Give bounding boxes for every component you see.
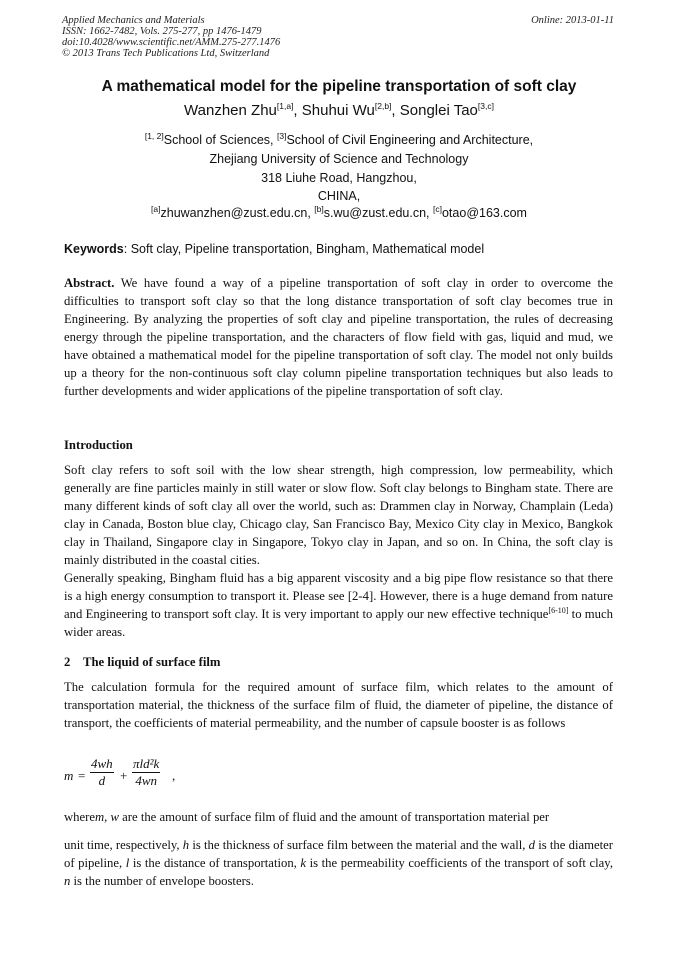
fraction-denominator: d — [90, 772, 114, 789]
variable: d — [528, 838, 535, 852]
formula-fraction — [90, 756, 114, 789]
abstract-label: Abstract. — [64, 276, 115, 290]
affiliation-mark: [1, 2] — [144, 130, 164, 141]
author-list: Wanzhen Zhu[1,a], Shuhui Wu[2,b], Songlei Tao[3,c] — [184, 101, 494, 119]
author-emails: [a]zhuwanzhen@zust.edu.cn, [b]s.wu@zust.edu.cn, [c]otao@163.com — [151, 203, 527, 220]
email-link[interactable]: zhuwanzhen@zust.edu.cn — [160, 206, 308, 220]
paragraph-text: is the number of envelope boosters. — [70, 874, 254, 888]
journal-doi: doi:10.4028/www.scientific.net/AMM.275-277.1476 — [62, 37, 281, 48]
affiliation-schools — [0, 131, 678, 150]
section-heading: 2 The liquid of surface film — [64, 655, 221, 669]
section-paragraph: The calculation formula for the required amount of surface film, which relates to the amount of transportation material, the thickness of the surface film of fluid, the diameter of pipeline, the distance of transport, the coefficients of material permeability, and the number of capsule booster is as follows — [64, 680, 613, 730]
paragraph-text: , — [104, 810, 111, 824]
email-mark: [b] — [314, 203, 324, 214]
paragraph-text: Generally speaking, Bingham fluid has a big apparent viscosity and a big pipe flow resistance so that there is a high energy consumption to transport it. Please see [2-4]. However, there is a huge demand from nature and Engineering to transport soft clay. It is very important to apply our new effective technique — [64, 571, 613, 621]
paragraph-text: to much wider areas. — [64, 607, 613, 639]
variable: m — [95, 810, 105, 824]
variable: n — [64, 874, 71, 888]
affiliation-address: 318 Liuhe Road, Hangzhou, — [261, 171, 417, 185]
email-mark: [a] — [151, 203, 161, 214]
variable: l — [125, 856, 130, 870]
paragraph-text: is the distance of transportation, — [129, 856, 301, 870]
journal-name: Applied Mechanics and Materials — [62, 15, 205, 26]
formula-end: , — [172, 768, 176, 783]
paragraph-text: unit time, respectively, — [64, 838, 183, 852]
paragraph-text: where — [64, 810, 95, 824]
formula-plus: + — [120, 768, 128, 783]
email-link[interactable]: s.wu@zust.edu.cn — [323, 206, 427, 220]
author-mark: [1,a] — [276, 101, 294, 111]
affiliation-country: CHINA, — [317, 189, 361, 203]
affiliation-mark: [3] — [277, 130, 287, 141]
email-link[interactable]: otao@163.com — [441, 206, 527, 220]
journal-header — [62, 15, 280, 59]
fraction-numerator: πld²k — [133, 756, 160, 771]
author-name: Wanzhen Zhu — [184, 102, 277, 119]
keywords-label: Keywords — [64, 242, 124, 256]
affiliation-school: School of Civil Engineering and Architecture, — [286, 133, 534, 147]
variable-definitions — [64, 808, 613, 826]
paragraph-text: is the diameter of pipeline, — [64, 838, 613, 870]
author-name: Songlei Tao — [399, 102, 478, 119]
variable: h — [182, 838, 190, 852]
affiliation-school: School of Sciences, — [163, 133, 278, 147]
formula-fraction — [132, 756, 160, 789]
paragraph-text: are the amount of surface film of fluid and the amount of transportation material per — [118, 810, 550, 824]
abstract-text: We have found a way of a pipeline transportation of soft clay in order to overcome the difficulties to transport soft clay so that the long distance transportation of soft clay becomes true in Engineering. By analyzing the properties of soft clay and pipeline transportation, the rules of decreasing energy through the pipeline transportation, and the characters of flow field with gas, liquid and mud, we have obtained a mathematical model for the pipeline transportation of soft clay. The model not only builds up a theory for the non-continuous soft clay column pipeline transportation techniques but also leads to further developments and wider applications of the pipeline transportation of soft clay. — [64, 276, 613, 398]
email-mark: [c] — [433, 203, 442, 214]
fraction-denominator: 4wn — [132, 772, 160, 789]
introduction-paragraph: Soft clay refers to soft soil with the low shear strength, high compression, low permeability, which generally are fine particles mainly in still water or slow flow. Soft clay belongs to Bingham state. There are many different kinds of soft clay all over the world, such as: Drammen clay in Norway, Champlain (Leda) clay in Canada, Boston blue clay, Chicago clay, San Francisco Bay, Mexico City clay in Mexico, Bangkok clay in Thailand, Singapore clay in Singapore, Tokyo clay in Japan, and so on. In China, the soft clay is mainly distributed in the coastal cities. — [64, 463, 613, 567]
fraction-numerator: 4wh — [91, 756, 113, 771]
variable: k — [300, 856, 307, 870]
variable: w — [110, 810, 119, 824]
journal-issn: ISSN: 1662-7482, Vols. 275-277, pp 1476-1479 — [62, 26, 262, 37]
paper-title: A mathematical model for the pipeline transportation of soft clay — [101, 78, 577, 95]
paragraph-text: is the thickness of surface film between the material and the wall, — [189, 838, 529, 852]
author-name: Shuhui Wu — [301, 102, 375, 119]
formula-lhs: m — [64, 768, 74, 783]
introduction-heading: Introduction — [64, 438, 133, 452]
formula-equals: = — [78, 768, 86, 783]
variable-definitions — [64, 836, 613, 890]
author-mark: [2,b] — [374, 101, 392, 111]
keywords-text: : Soft clay, Pipeline transportation, Bingham, Mathematical model — [123, 242, 485, 256]
online-date: Online: 2013-01-11 — [531, 15, 614, 26]
citation-ref: [6-10] — [548, 605, 569, 615]
affiliation-university: Zhejiang University of Science and Technology — [209, 152, 469, 166]
keywords — [64, 242, 484, 256]
introduction-paragraph — [64, 569, 613, 641]
paragraph-text: is the permeability coefficients of the transport of soft clay, — [306, 856, 613, 870]
author-mark: [3,c] — [477, 101, 494, 111]
journal-copyright: © 2013 Trans Tech Publications Ltd, Switzerland — [62, 48, 270, 59]
abstract — [64, 274, 613, 400]
